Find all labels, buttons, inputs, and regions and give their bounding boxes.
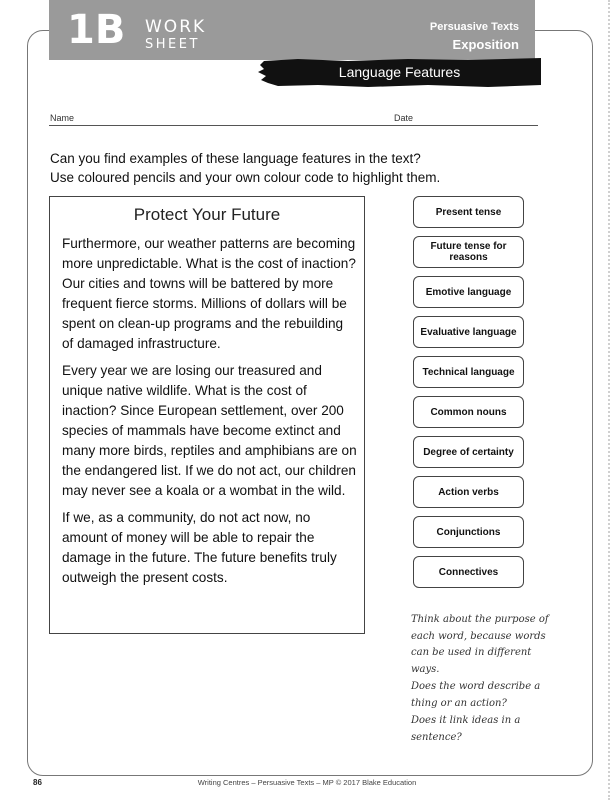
- feature-label: Conjunctions: [436, 526, 501, 538]
- feature-label: Present tense: [435, 206, 502, 218]
- feature-label: Evaluative language: [420, 326, 517, 338]
- feature-present-tense[interactable]: [413, 196, 524, 228]
- instructions: [50, 149, 550, 187]
- name-field-label: Name: [50, 113, 75, 123]
- feature-connectives[interactable]: [413, 556, 524, 588]
- name-date-writing-line[interactable]: [49, 125, 538, 126]
- feature-emotive-language[interactable]: [413, 276, 524, 308]
- feature-label: Action verbs: [438, 486, 499, 498]
- feature-common-nouns[interactable]: [413, 396, 524, 428]
- feature-action-verbs[interactable]: [413, 476, 524, 508]
- feature-degree-of-certainty[interactable]: [413, 436, 524, 468]
- hint-line: Does the word describe a thing or an action?: [411, 681, 541, 709]
- worksheet-label-work: WORK: [145, 17, 207, 37]
- section-banner: [258, 58, 541, 87]
- date-field-label: Date: [394, 113, 414, 123]
- worksheet-code: 1B: [67, 7, 126, 53]
- hint-line: Think about the purpose of each word, because words can be used in different ways.: [411, 614, 549, 675]
- hint-line: Does it link ideas in a sentence?: [411, 715, 521, 743]
- feature-evaluative-language[interactable]: [413, 316, 524, 348]
- feature-future-tense[interactable]: [413, 236, 524, 268]
- feature-label: Degree of certainty: [423, 446, 514, 458]
- feature-label: Technical language: [422, 366, 515, 378]
- perforation-line: [608, 0, 610, 800]
- text-paragraph: Every year we are losing our treasured and unique native wildlife. What is the cost of inaction? Since European settlement, over 200 species of mammals have become extinct and many more birds, reptiles and amphibians are on the endangered list. If we do not act, our children may never see a koala or a wombat in the wild.: [62, 363, 357, 498]
- instructions-line-1: Can you find examples of these language features in the text?: [50, 151, 421, 166]
- feature-conjunctions[interactable]: [413, 516, 524, 548]
- text-paragraph: Furthermore, our weather patterns are becoming more unpredictable. What is the cost of inaction? Our cities and towns will be battered by more frequent fierce storms. Millions of dollars will be spent on clean-up programs and the rebuilding of damaged infrastructure.: [62, 236, 356, 351]
- feature-label: Emotive language: [425, 286, 512, 298]
- feature-technical-language[interactable]: [413, 356, 524, 388]
- instructions-line-2: Use coloured pencils and your own colour code to highlight them.: [50, 170, 441, 185]
- reading-text-title: Protect Your Future: [133, 205, 281, 224]
- worksheet-text-type: Exposition: [452, 37, 519, 52]
- hint-note: [411, 612, 551, 747]
- footer-credit: Writing Centres – Persuasive Texts – MP © 2017 Blake Education: [197, 778, 417, 787]
- page-number: 86: [33, 778, 42, 787]
- feature-label: Future tense for reasons: [430, 241, 507, 263]
- banner-title: Language Features: [338, 64, 461, 80]
- worksheet-header: [49, 0, 535, 60]
- reading-text-body: [62, 234, 358, 595]
- worksheet-label-sheet: SHEET: [145, 37, 200, 52]
- feature-label: Common nouns: [430, 406, 507, 418]
- worksheet-subject: Persuasive Texts: [429, 21, 519, 33]
- reading-text-box: [49, 196, 365, 634]
- feature-label: Connectives: [438, 566, 499, 578]
- text-paragraph: If we, as a community, do not act now, no amount of money will be able to repair the damage in the future. The future benefits truly outweigh the present costs.: [62, 510, 337, 585]
